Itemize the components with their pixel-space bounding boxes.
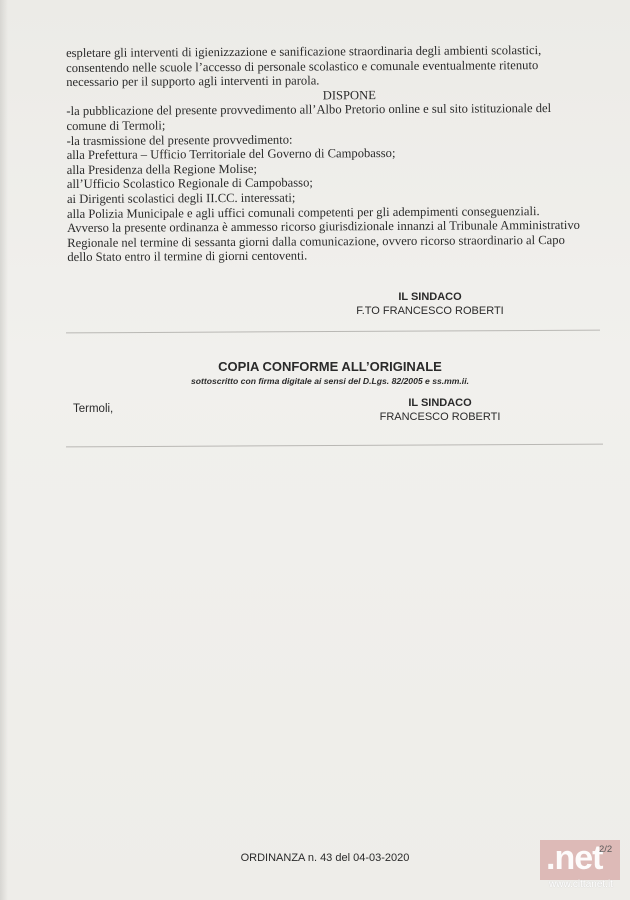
page-fold-shadow [0, 0, 8, 900]
page-number: 2/2 [599, 844, 613, 855]
body-line: espletare gli interventi di igienizzazione e sanificazione straordinaria degli ambienti scolastici, [66, 43, 542, 60]
body-line: consentendo nelle scuole l’accesso di personale scolastico e comunale eventualmente ritenuto [66, 57, 539, 75]
list-line: -la pubblicazione del presente provvedimento all’Albo Pretorio online e sul sito istituzionale del [66, 101, 552, 119]
list-line: all’Ufficio Scolastico Regionale di Campobasso; [66, 175, 313, 192]
copy-subtitle: sottoscritto con firma digitale ai sensi del D.Lgs. 82/2005 e ss.mm.ii. [191, 376, 469, 386]
copy-signature-block [360, 396, 520, 424]
signature-name: F.TO FRANCESCO ROBERTI [356, 305, 504, 317]
dispone-heading: DISPONE [322, 87, 376, 103]
appeal-line: Regionale nel termine di sessanta giorni dalla comunicazione, ovvero ricorso straordinario al Capo [67, 232, 565, 250]
place-label: Termoli, [73, 403, 114, 415]
ordinance-footer: ORDINANZA n. 43 del 04-03-2020 [240, 852, 410, 864]
copy-title: COPIA CONFORME ALL’ORIGINALE [218, 359, 442, 374]
list-line: ai Dirigenti scolastici degli II.CC. interessati; [66, 190, 296, 206]
appeal-line: Avverso la presente ordinanza è ammesso ricorso giurisdizionale innanzi al Tribunale Amministrativo [67, 217, 580, 236]
list-line: alla Presidenza della Regione Molise; [66, 161, 258, 177]
divider-top [66, 330, 600, 334]
signature-title: IL SINDACO [398, 291, 462, 303]
copy-signature-title: IL SINDACO [408, 397, 472, 409]
list-line: alla Polizia Municipale e agli uffici comunali competenti per gli adempimenti conseguenziali. [66, 203, 540, 221]
ordinance-body [66, 43, 593, 265]
watermark-url: www.cittanet.it [549, 879, 613, 890]
watermark-logo: .net [546, 839, 603, 877]
appeal-line: dello Stato entro il termine di giorni centoventi. [67, 248, 308, 265]
mayor-signature-block [340, 290, 520, 318]
divider-bottom [66, 444, 603, 448]
list-line: comune di Termoli; [66, 118, 166, 133]
body-line: necessario per il supporto agli interventi in parola. [66, 73, 320, 90]
copy-signature-name: FRANCESCO ROBERTI [379, 411, 501, 423]
list-line: -la trasmissione del presente provvedimento: [66, 132, 293, 148]
list-line: alla Prefettura – Ufficio Territoriale del Governo di Campobasso; [66, 146, 396, 163]
